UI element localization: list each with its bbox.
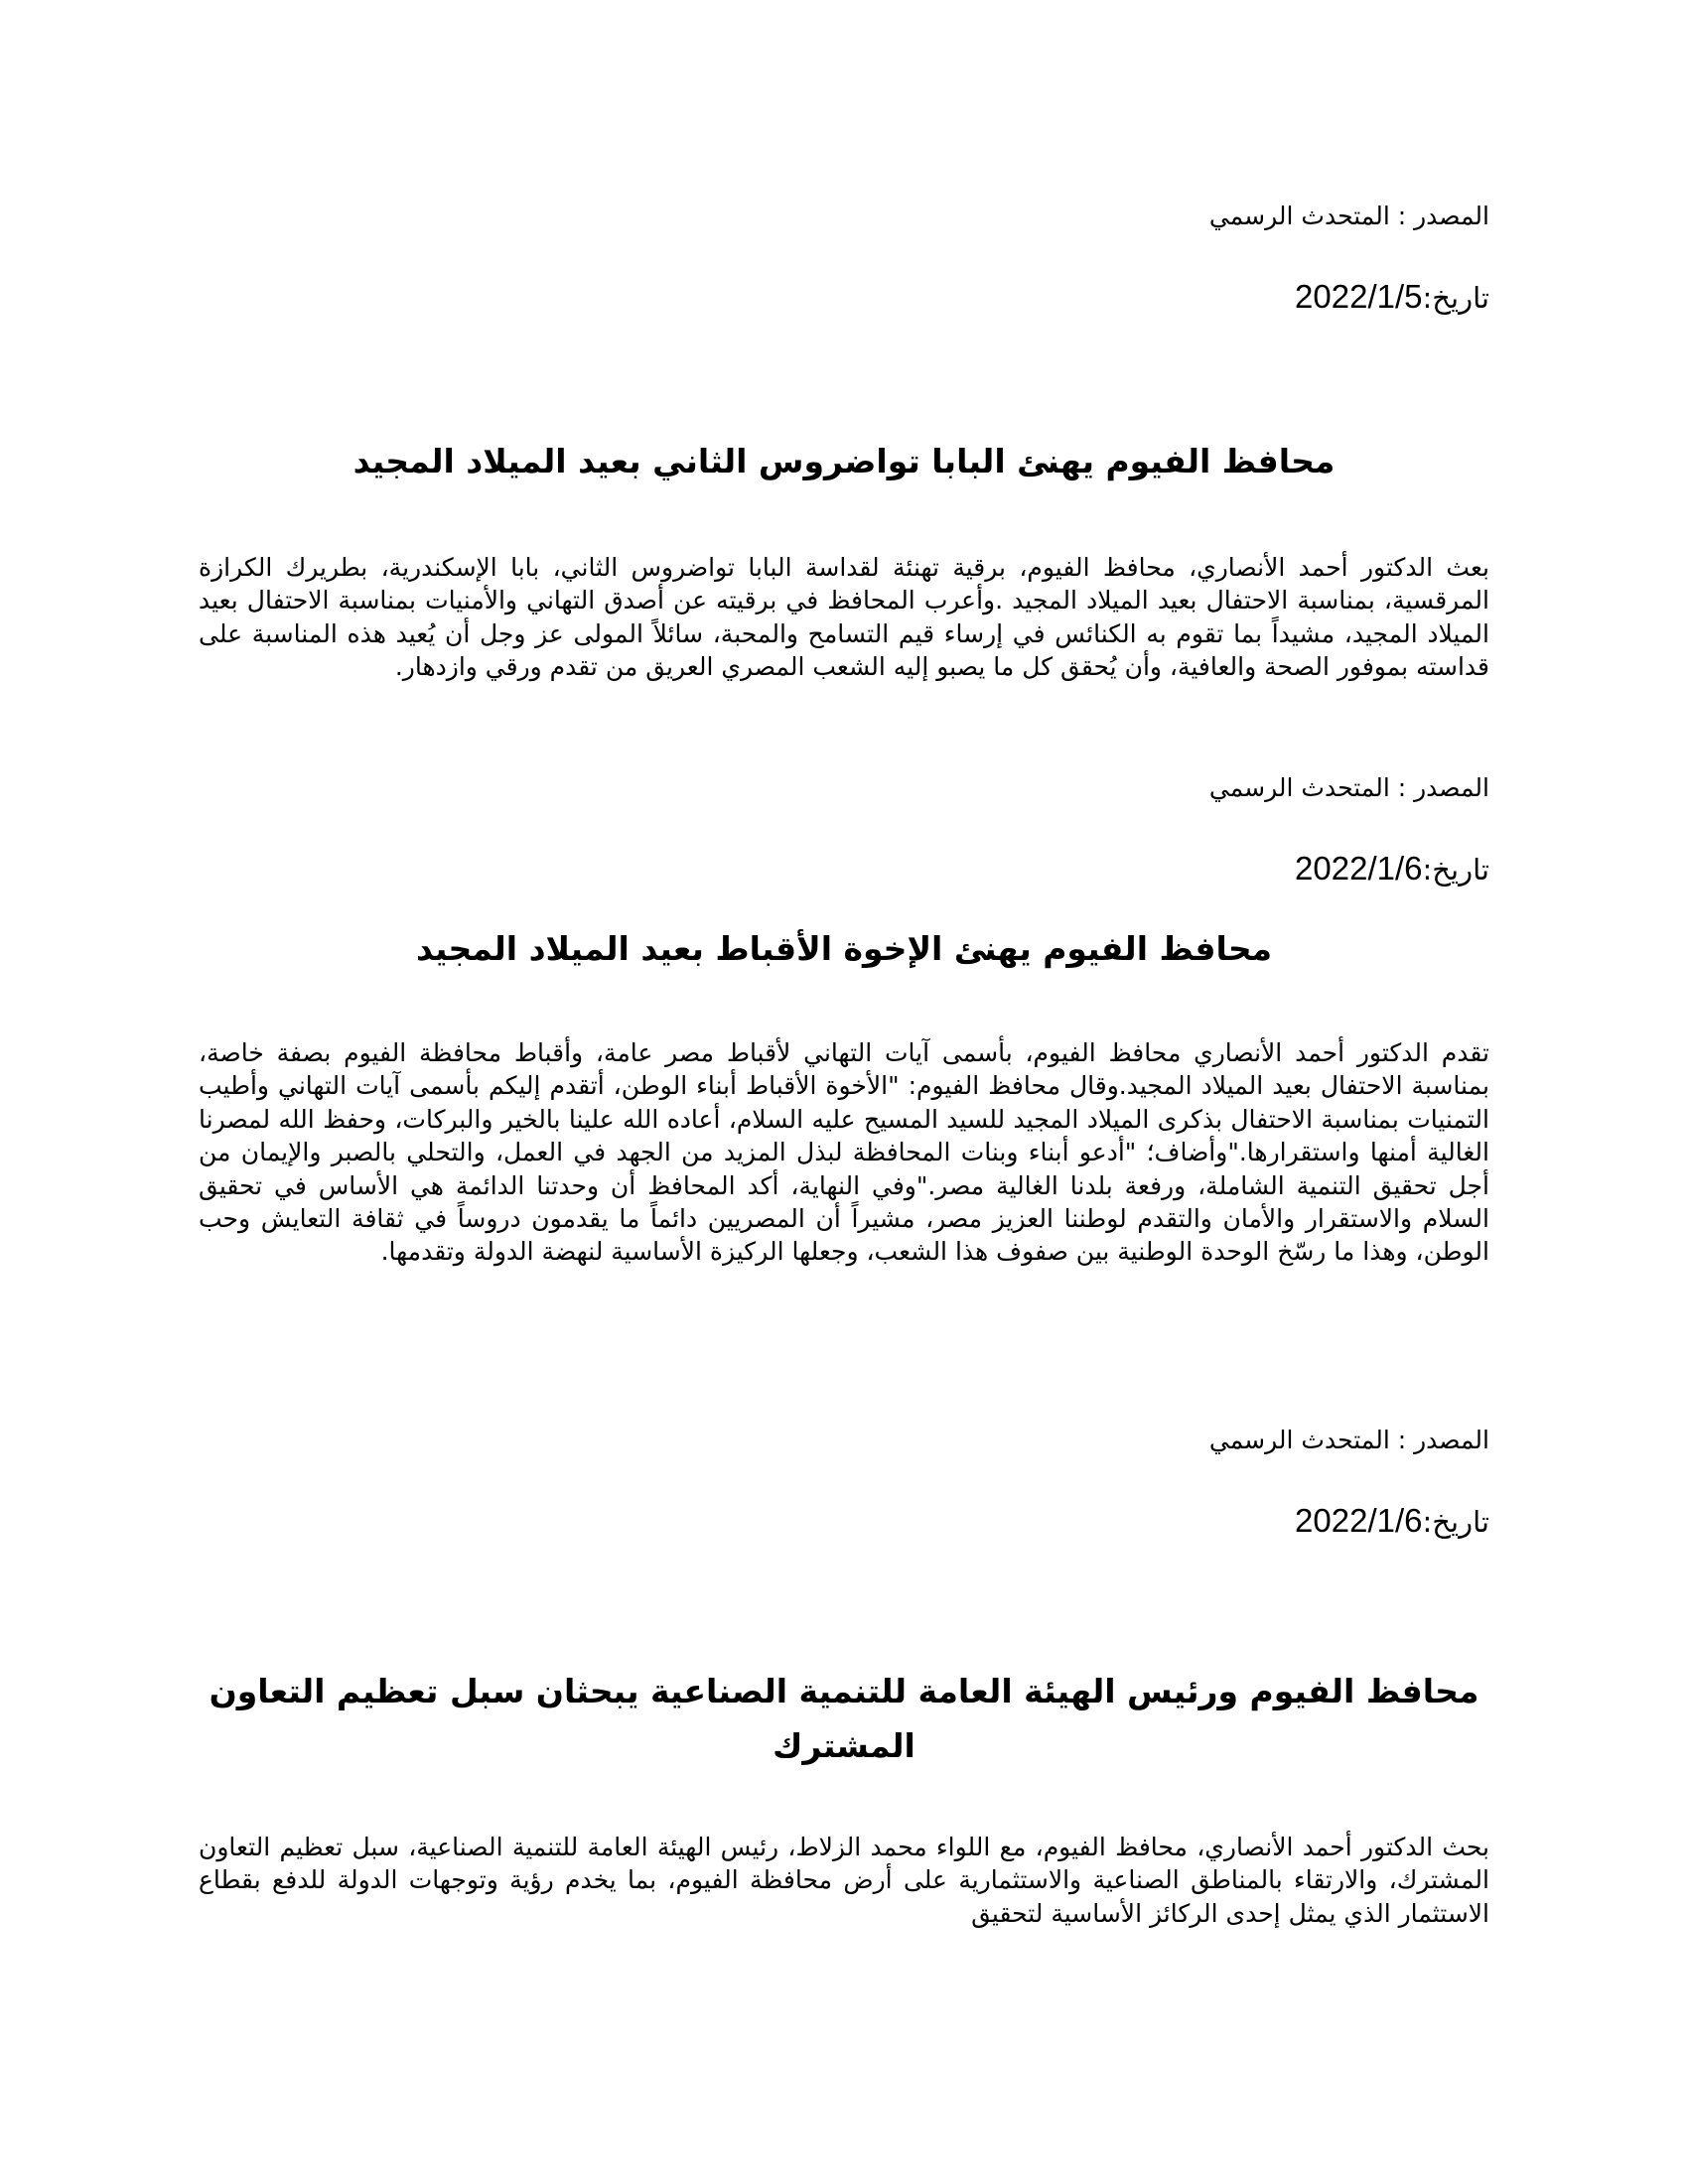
article-1-body [199, 551, 1489, 684]
article-3-body-text: بحث الدكتور أحمد الأنصاري، محافظ الفيوم، مع اللواء محمد الزلاط، رئيس الهيئة العامة للتنمية الصناعية، سبل تعظيم التعاون المشترك، والارتقاء بالمناطق الصناعية والاستثمارية على أرض محافظة الفيوم، بما يخدم رؤية وتوجهات الدولة للدفع بقطاع الاستثمار الذي يمثل إحدى الركائز الأساسية لتحقيق [199, 1833, 1489, 1928]
article-1-title: محافظ الفيوم يهنئ البابا تواضروس الثاني بعيد الميلاد المجيد [352, 442, 1336, 480]
article-2-date-value: 2022/1/6 [1295, 1502, 1423, 1539]
article-2-body-text: تقدم الدكتور أحمد الأنصاري محافظ الفيوم، بأسمى آيات التهاني لأقباط مصر عامة، وأقباط محافظة الفيوم بصفة خاصة، بمناسبة الاحتفال بعيد الميلاد المجيد.وقال محافظ الفيوم: "الأخوة الأقباط أبناء الوطن، أتقدم إليكم بأسمى آيات التهاني وأطيب التمنيات بمناسبة الاحتفال بذكرى الميلاد المجيد للسيد المسيح عليه السلام، أعاده الله علينا بالخير والبركات، وحفظ الله لمصرنا الغالية أمنها واستقرارها."وأضاف؛ "أدعو أبناء وبنات المحافظة لبذل المزيد من الجهد في العمل، والتحلي بالصبر والإيمان من أجل تحقيق التنمية الشاملة، ورفعة بلدنا الغالية مصر."وفي النهاية، أكد المحافظ أن وحدتنا الدائمة هي الأساس في تحقيق السلام والاستقرار والأمان والتقدم لوطننا العزيز مصر، مشيراً أن المصريين دائماً ما يقدمون دروساً في ثقافة التعايش وحب الوطن، وهذا ما رسّخ الوحدة الوطنية بين صفوف هذا الشعب، وجعلها الركيزة الأساسية لنهضة الدولة وتقدمها. [199, 1038, 1489, 1267]
article-3-title: محافظ الفيوم ورئيس الهيئة العامة للتنمية الصناعية يبحثان سبل تعظيم التعاون المشترك [209, 1672, 1479, 1765]
article-2-body [199, 1036, 1489, 1269]
article-1-date [199, 849, 1489, 889]
article-1-date-value: 2022/1/6 [1295, 850, 1423, 887]
article-3-body [199, 1831, 1489, 1930]
article-2-date-label: تاريخ: [1422, 1505, 1489, 1539]
article-1-source: المصدر : المتحدث الرسمي [1208, 773, 1489, 802]
article-1-date-label: تاريخ: [1422, 853, 1489, 887]
header-date [199, 277, 1489, 318]
header-date-label: تاريخ: [1422, 281, 1489, 315]
article-2-date [199, 1501, 1489, 1542]
article-1-body-text: بعث الدكتور أحمد الأنصاري، محافظ الفيوم، برقية تهنئة لقداسة البابا تواضروس الثاني، بابا الإسكندرية، بطريرك الكرازة المرقسية، بمناسبة الاحتفال بعيد الميلاد المجيد .وأعرب المحافظ في برقيته عن أصدق التهاني والأمنيات بمناسبة الاحتفال بعيد الميلاد المجيد، مشيداً بما تقوم به الكنائس في إرساء قيم التسامح والمحبة، سائلاً المولى عز وجل أن يُعيد هذه المناسبة على قداسته بموفور الصحة والعافية، وأن يُحقق كل ما يصبو إليه الشعب المصري العريق من تقدم ورقي وازدهار. [199, 553, 1489, 682]
article-2-source: المصدر : المتحدث الرسمي [1208, 1426, 1489, 1454]
header-source: المصدر : المتحدث الرسمي [1208, 202, 1489, 230]
header-date-value: 2022/1/5 [1295, 278, 1423, 315]
article-2-title: محافظ الفيوم يهنئ الإخوة الأقباط بعيد الميلاد المجيد [415, 929, 1273, 968]
